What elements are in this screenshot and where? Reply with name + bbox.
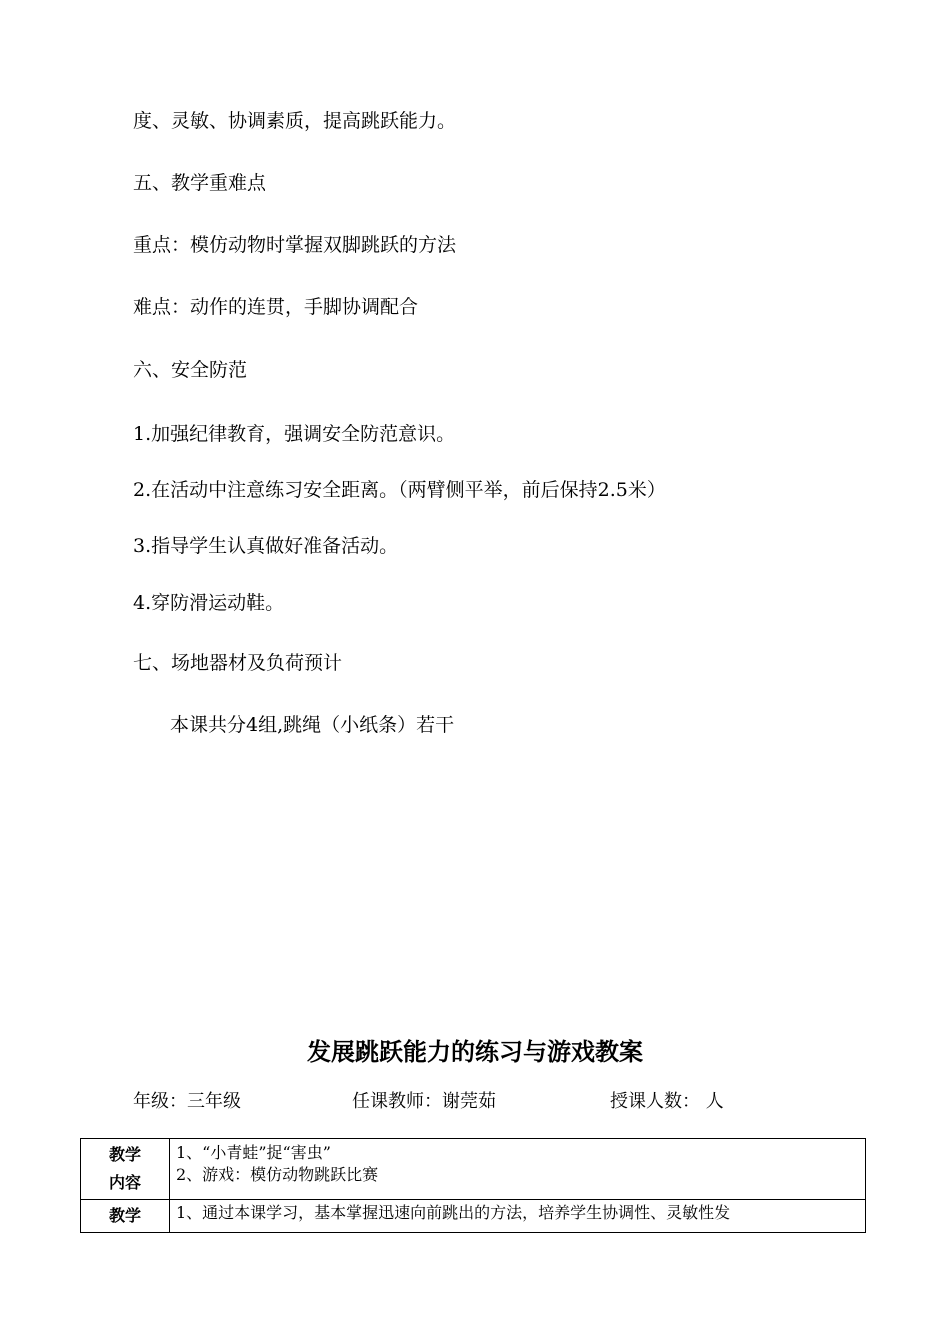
- lesson-title: 发展跳跃能力的练习与游戏教案: [307, 1038, 643, 1066]
- content-line: 1、“小青蛙”捉“害虫”: [176, 1143, 331, 1162]
- safety-item: 4.穿防滑运动鞋。: [133, 592, 285, 614]
- section-heading: 七、场地器材及负荷预计: [133, 652, 343, 674]
- equipment-text: 本课共分4组,跳绳（小纸条）若干: [170, 714, 455, 736]
- row-header-text: 内容: [108, 1173, 141, 1192]
- row-header-text: 教学: [108, 1145, 141, 1164]
- paragraph-text: 度、灵敏、协调素质，提高跳跃能力。: [133, 110, 457, 132]
- difficulty-text: 难点：动作的连贯，手脚协调配合: [133, 296, 419, 318]
- safety-item: 3.指导学生认真做好准备活动。: [133, 535, 399, 557]
- lesson-plan-table: [80, 1138, 866, 1233]
- row-header: [81, 1139, 170, 1200]
- safety-item: 1.加强纪律教育，强调安全防范意识。: [133, 423, 456, 445]
- teacher-label: 任课教师：谢莞茹: [352, 1091, 496, 1112]
- row-content: [170, 1139, 866, 1200]
- section-heading: 五、教学重难点: [133, 172, 267, 194]
- section-heading: 六、安全防范: [133, 359, 248, 381]
- content-line: 1、通过本课学习，基本掌握迅速向前跳出的方法，培养学生协调性、灵敏性发: [176, 1203, 731, 1222]
- table-row: [81, 1200, 866, 1233]
- row-header-text: 教学: [108, 1206, 141, 1225]
- row-content: [170, 1200, 866, 1233]
- content-line: 2、游戏：模仿动物跳跃比赛: [176, 1165, 379, 1184]
- grade-label: 年级：三年级: [133, 1091, 241, 1112]
- key-point-text: 重点：模仿动物时掌握双脚跳跃的方法: [133, 234, 457, 256]
- class-size-label: 授课人数： 人: [610, 1091, 724, 1112]
- table-row: [81, 1139, 866, 1200]
- row-header: [81, 1200, 170, 1233]
- safety-item: 2.在活动中注意练习安全距离。（两臂侧平举，前后保持2.5米）: [133, 479, 666, 501]
